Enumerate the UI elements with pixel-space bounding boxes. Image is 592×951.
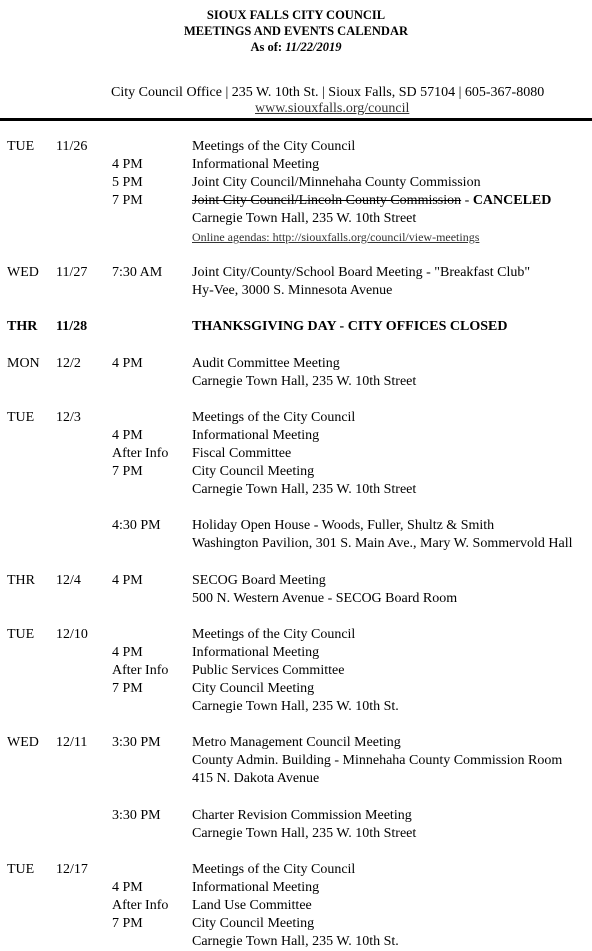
event-row — [0, 752, 592, 770]
event-description-cell — [192, 192, 551, 210]
event-time: After Info — [112, 663, 169, 678]
event-description-cell — [192, 264, 530, 282]
event-time: 3:30 PM — [112, 735, 161, 750]
event-row — [0, 282, 592, 300]
event-date: 12/10 — [56, 627, 88, 642]
event-time: After Info — [112, 898, 169, 913]
event-day: TUE — [7, 627, 35, 642]
event-row — [0, 156, 592, 174]
event-time: 4 PM — [112, 356, 143, 371]
event-time: 7 PM — [112, 916, 143, 931]
event-description-cell — [192, 662, 344, 680]
event-description-cell — [192, 807, 412, 825]
event-description-cell — [192, 752, 562, 770]
event-description: 415 N. Dakota Avenue — [192, 771, 320, 786]
event-description: Informational Meeting — [192, 157, 320, 172]
event-description: Carnegie Town Hall, 235 W. 10th Street — [192, 826, 417, 841]
event-time: 4:30 PM — [112, 518, 161, 533]
event-description-cell — [192, 174, 481, 192]
event-time: 4 PM — [112, 157, 143, 172]
event-description: Audit Committee Meeting — [192, 356, 340, 371]
event-description: Fiscal Committee — [192, 446, 292, 461]
event-description: Hy-Vee, 3000 S. Minnesota Avenue — [192, 283, 393, 298]
event-time: 7 PM — [112, 193, 143, 208]
event-description: Washington Pavilion, 301 S. Main Ave., Mary W. Sommervold Hall — [192, 536, 573, 551]
event-time: 4 PM — [112, 880, 143, 895]
event-row — [0, 626, 592, 644]
event-row — [0, 662, 592, 680]
event-row — [0, 734, 592, 752]
event-description-cell — [192, 463, 314, 481]
event-date: 11/26 — [56, 139, 88, 154]
event-time: 5 PM — [112, 175, 143, 190]
event-description: Carnegie Town Hall, 235 W. 10th St. — [192, 699, 399, 714]
event-description-cell — [192, 156, 319, 174]
event-description: City Council Meeting — [192, 681, 315, 696]
event-row — [0, 680, 592, 698]
event-date: 12/3 — [56, 410, 81, 425]
event-row — [0, 770, 592, 788]
calendar-subtitle: MEETINGS AND EVENTS CALENDAR — [184, 24, 408, 38]
event-row — [0, 174, 592, 192]
event-row — [0, 698, 592, 716]
event-description-cell — [192, 228, 479, 247]
event-description-cell — [192, 734, 401, 752]
event-time: 7 PM — [112, 464, 143, 479]
event-date: 11/27 — [56, 265, 88, 280]
event-description: Informational Meeting — [192, 428, 320, 443]
event-description-cell — [192, 409, 355, 427]
event-row — [0, 210, 592, 228]
website-link[interactable]: www.siouxfalls.org/council — [255, 101, 410, 116]
event-description-cell — [192, 445, 291, 463]
event-description-cell — [192, 590, 457, 608]
event-description-cell — [192, 770, 319, 788]
event-description: Joint City/County/School Board Meeting - "Breakfast Club" — [192, 265, 531, 280]
event-description: City Council Meeting — [192, 916, 315, 931]
event-day: THR — [7, 573, 35, 588]
event-time: 4 PM — [112, 573, 143, 588]
event-day: TUE — [7, 862, 35, 877]
event-description-cell — [192, 517, 494, 535]
as-of-label: As of: — [250, 40, 286, 54]
event-description: Carnegie Town Hall, 235 W. 10th Street — [192, 211, 417, 226]
contact-text: City Council Office | 235 W. 10th St. | Sioux Falls, SD 57104 | 605-367-8080 — [111, 85, 545, 100]
event-description: County Admin. Building - Minnehaha County Commission Room — [192, 753, 563, 768]
event-date: 12/11 — [56, 735, 88, 750]
event-description-cell — [192, 373, 416, 391]
event-day: TUE — [7, 410, 35, 425]
event-description-cell — [192, 644, 319, 662]
event-description-cell — [192, 861, 355, 879]
calendar-title: SIOUX FALLS CITY COUNCIL — [206, 8, 386, 22]
event-description-cell — [192, 626, 355, 644]
event-row — [0, 373, 592, 391]
event-time: 7:30 AM — [112, 265, 163, 280]
event-description: Metro Management Council Meeting — [192, 735, 401, 750]
event-date: 11/28 — [56, 319, 88, 334]
event-row — [0, 590, 592, 608]
event-description-cell — [192, 915, 314, 933]
event-day: WED — [7, 735, 39, 750]
canceled-label: CANCELED — [472, 193, 552, 208]
event-row — [0, 409, 592, 427]
event-date: 12/4 — [56, 573, 81, 588]
header-divider — [0, 118, 592, 121]
event-description: Carnegie Town Hall, 235 W. 10th St. — [192, 934, 399, 949]
event-time: 4 PM — [112, 428, 143, 443]
event-row — [0, 933, 592, 951]
event-description: Public Services Committee — [192, 663, 345, 678]
event-description: Joint City Council/Minnehaha County Commission — [192, 175, 481, 190]
event-time: After Info — [112, 446, 169, 461]
event-row — [0, 138, 592, 156]
event-description-cell — [192, 698, 399, 716]
canceled-event: Joint City Council/Lincoln County Commission — [192, 193, 462, 208]
event-time: 4 PM — [112, 645, 143, 660]
event-description-cell — [192, 535, 573, 553]
as-of-line — [0, 39, 592, 55]
event-row — [0, 879, 592, 897]
event-row — [0, 318, 592, 336]
event-description: City Council Meeting — [192, 464, 315, 479]
event-day: TUE — [7, 139, 35, 154]
event-row — [0, 228, 592, 246]
event-row — [0, 535, 592, 553]
event-description-cell — [192, 680, 314, 698]
event-description: Carnegie Town Hall, 235 W. 10th Street — [192, 482, 417, 497]
event-description-cell — [192, 138, 355, 156]
event-row — [0, 192, 592, 210]
event-time: 3:30 PM — [112, 808, 161, 823]
event-description: Meetings of the City Council — [192, 862, 356, 877]
event-description-cell — [192, 572, 326, 590]
event-description: Holiday Open House - Woods, Fuller, Shultz & Smith — [192, 518, 495, 533]
event-row — [0, 264, 592, 282]
separator: - — [461, 193, 473, 208]
event-description: Meetings of the City Council — [192, 627, 356, 642]
online-agendas-link[interactable]: Online agendas: http://siouxfalls.org/council/view-meetings — [192, 230, 480, 244]
event-description-cell — [192, 355, 340, 373]
event-description: Informational Meeting — [192, 880, 320, 895]
event-row — [0, 861, 592, 879]
event-description: THANKSGIVING DAY - CITY OFFICES CLOSED — [192, 319, 508, 334]
event-row — [0, 644, 592, 662]
event-date: 12/17 — [56, 862, 88, 877]
event-description-cell — [192, 481, 416, 499]
event-row — [0, 445, 592, 463]
event-description-cell — [192, 825, 416, 843]
event-description: Meetings of the City Council — [192, 139, 356, 154]
event-row — [0, 355, 592, 373]
event-description: SECOG Board Meeting — [192, 573, 326, 588]
event-day: MON — [7, 356, 40, 371]
event-description-cell — [192, 210, 416, 228]
event-row — [0, 427, 592, 445]
event-description: Informational Meeting — [192, 645, 320, 660]
event-row — [0, 897, 592, 915]
event-description: Carnegie Town Hall, 235 W. 10th Street — [192, 374, 417, 389]
event-row — [0, 572, 592, 590]
event-row — [0, 481, 592, 499]
event-row — [0, 463, 592, 481]
event-description: Charter Revision Commission Meeting — [192, 808, 412, 823]
event-description-cell — [192, 282, 392, 300]
event-row — [0, 915, 592, 933]
event-description-cell — [192, 897, 312, 915]
as-of-date: 11/22/2019 — [285, 40, 342, 54]
event-row — [0, 825, 592, 843]
event-day: THR — [7, 319, 38, 334]
event-description-cell — [192, 427, 319, 445]
event-description-cell — [192, 879, 319, 897]
event-description: Land Use Committee — [192, 898, 312, 913]
event-time: 7 PM — [112, 681, 143, 696]
event-description: Meetings of the City Council — [192, 410, 356, 425]
event-day: WED — [7, 265, 39, 280]
event-date: 12/2 — [56, 356, 81, 371]
event-description-cell — [192, 933, 399, 951]
event-row — [0, 517, 592, 535]
event-row — [0, 807, 592, 825]
event-description-cell — [192, 318, 507, 336]
event-description: 500 N. Western Avenue - SECOG Board Room — [192, 591, 458, 606]
